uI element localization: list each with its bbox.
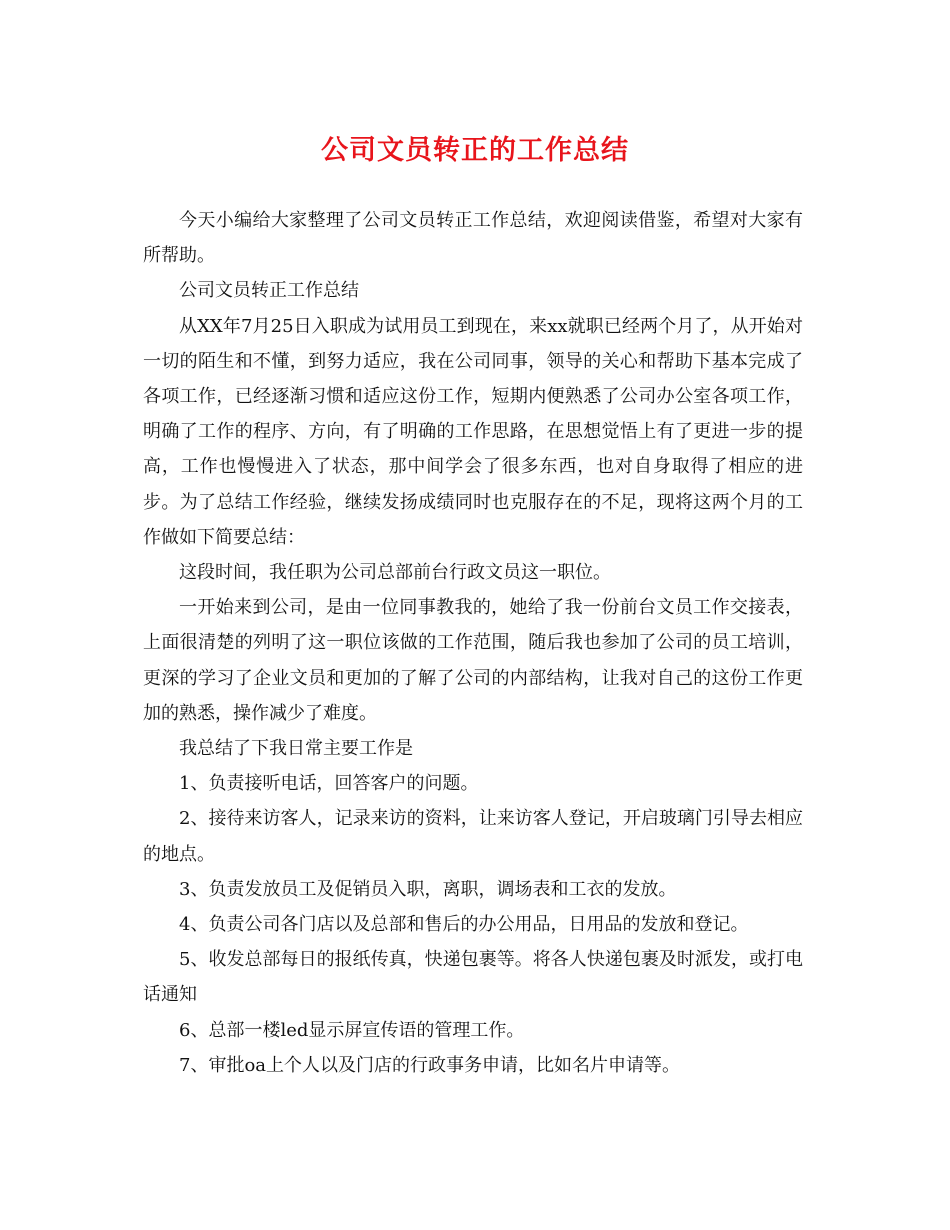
paragraph-duties-heading: 我总结了下我日常主要工作是	[179, 738, 413, 760]
paragraph-position: 这段时间，我任职为公司总部前台行政文员这一职位。	[179, 562, 611, 584]
list-item-6: 6、总部一楼led显示屏宣传语的管理工作。	[179, 1019, 525, 1041]
paragraph-onboarding: 一开始来到公司，是由一位同事教我的，她给了我一份前台文员工作交接表，上面很清楚的列明了这一职位该做的工作范围，随后我也参加了公司的员工培训，更深的学习了企业文员和更加的了解了公司的内部结构，让我对自己的这份工作更加的熟悉，操作减少了难度。	[143, 597, 803, 724]
paragraph-overview: 从XX年7月25日入职成为试用员工到现在，来xx就职已经两个月了，从开始对一切的陌生和不懂，到努力适应，我在公司同事，领导的关心和帮助下基本完成了各项工作，已经逐渐习惯和适应这份工作，短期内便熟悉了公司办公室各项工作，明确了工作的程序、方向，有了明确的工作思路，在思想觉悟上有了更进一步的提高，工作也慢慢进入了状态，那中间学会了很多东西，也对自身取得了相应的进步。为了总结工作经验，继续发扬成绩同时也克服存在的不足，现将这两个月的工作做如下简要总结：	[143, 315, 803, 548]
paragraph-subtitle: 公司文员转正工作总结	[179, 280, 359, 302]
list-item-4: 4、负责公司各门店以及总部和售后的办公用品，日用品的发放和登记。	[179, 914, 749, 936]
list-item-1: 1、负责接听电话，回答客户的问题。	[179, 773, 479, 795]
document-body	[143, 203, 803, 1083]
list-item-5: 5、收发总部每日的报纸传真，快递包裹等。将各人快递包裹及时派发，或打电话通知	[143, 949, 803, 1006]
list-item-2: 2、接待来访客人，记录来访的资料，让来访客人登记，开启玻璃门引导去相应的地点。	[143, 808, 803, 865]
paragraph-intro: 今天小编给大家整理了公司文员转正工作总结，欢迎阅读借鉴，希望对大家有所帮助。	[143, 210, 803, 267]
document-title: 公司文员转正的工作总结	[321, 135, 629, 166]
list-item-7: 7、审批oa上个人以及门店的行政事务申请，比如名片申请等。	[179, 1054, 681, 1076]
list-item-3: 3、负责发放员工及促销员入职，离职，调场表和工衣的发放。	[179, 878, 677, 900]
